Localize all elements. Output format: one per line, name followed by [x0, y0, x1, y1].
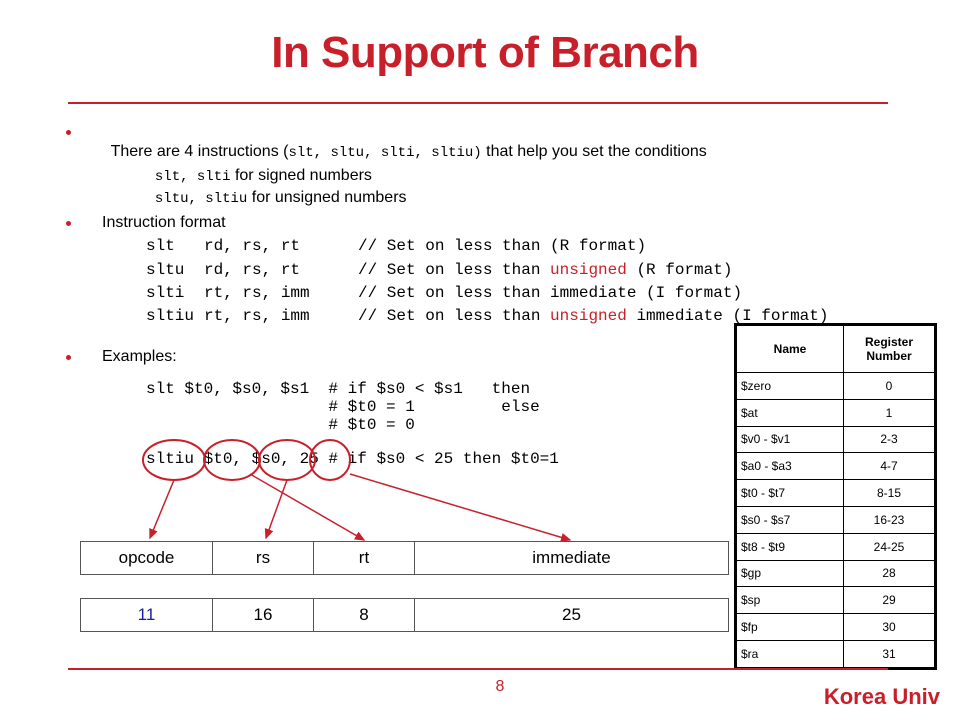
table-row	[737, 560, 935, 587]
register-name: $fp	[737, 614, 844, 641]
format-args: rt, rs, imm	[204, 284, 320, 302]
register-number: 30	[844, 614, 935, 641]
table-row	[737, 506, 935, 533]
register-name: $sp	[737, 587, 844, 614]
arrow-rt	[250, 474, 364, 540]
format-line	[146, 306, 828, 326]
field-immediate: immediate	[414, 541, 729, 575]
table-row	[737, 373, 935, 400]
register-name: $zero	[737, 373, 844, 400]
format-args: rd, rs, rt	[204, 237, 320, 255]
example-sltiu: sltiu $t0, $s0, 25 # if $s0 < 25 then $t0=1	[146, 450, 559, 468]
format-op: sltiu	[146, 307, 195, 325]
bullet-dot	[66, 221, 71, 226]
format-line	[146, 260, 732, 280]
unsigned-text: for unsigned numbers	[247, 189, 407, 206]
value-opcode: 11	[80, 598, 213, 632]
instruction-format-label: Instruction format	[102, 214, 226, 231]
signed-code: slt, slti	[154, 169, 231, 185]
field-opcode: opcode	[80, 541, 213, 575]
example-slt-line3: # $t0 = 0	[146, 416, 415, 434]
value-rs: 16	[212, 598, 314, 632]
register-number: 4-7	[844, 453, 935, 480]
register-table	[736, 325, 935, 668]
register-number: 2-3	[844, 426, 935, 453]
field-rt: rt	[313, 541, 415, 575]
table-row	[737, 614, 935, 641]
unsigned-line	[146, 168, 407, 209]
bullet1-suffix: that help you set the conditions	[481, 143, 707, 160]
table-row	[737, 480, 935, 507]
format-op: slti	[146, 284, 185, 302]
format-comment-end: immediate (I format)	[626, 307, 829, 325]
bullet1-code: slt, sltu, slti, sltiu)	[288, 145, 482, 161]
register-number: 16-23	[844, 506, 935, 533]
footer-rule	[68, 668, 888, 670]
format-args: rt, rs, imm	[204, 307, 320, 325]
slide-title: In Support of Branch	[271, 28, 699, 77]
value-rt: 8	[313, 598, 415, 632]
arrow-immediate	[350, 474, 570, 540]
table-row	[737, 453, 935, 480]
examples-label: Examples:	[102, 348, 177, 365]
unsigned-code: sltu, sltiu	[154, 191, 248, 207]
bullet-dot	[66, 355, 71, 360]
example-slt-line2: # $t0 = 1 else	[146, 398, 540, 416]
format-op: slt	[146, 237, 185, 255]
format-line	[146, 236, 646, 256]
format-comment-end: (R format)	[626, 261, 733, 279]
register-name: $t8 - $t9	[737, 533, 844, 560]
register-name: $t0 - $t7	[737, 480, 844, 507]
register-number: 24-25	[844, 533, 935, 560]
register-name: $ra	[737, 640, 844, 667]
footer-brand: Korea Univ	[823, 684, 940, 709]
table-row	[737, 426, 935, 453]
register-name: $s0 - $s7	[737, 506, 844, 533]
bullet-dot	[66, 130, 71, 135]
format-comment-end: (R format)	[550, 237, 647, 255]
register-number: 31	[844, 640, 935, 667]
format-red: unsigned	[550, 261, 627, 279]
table-row	[737, 533, 935, 560]
value-immediate: 25	[414, 598, 729, 632]
register-name: $v0 - $v1	[737, 426, 844, 453]
format-red: unsigned	[550, 307, 627, 325]
register-number: 28	[844, 560, 935, 587]
arrow-opcode	[150, 480, 174, 538]
register-number: 0	[844, 373, 935, 400]
format-comment: // Set on less than	[358, 237, 551, 255]
page-number: 8	[495, 678, 505, 695]
field-rs: rs	[212, 541, 314, 575]
format-args: rd, rs, rt	[204, 261, 320, 279]
title-underline	[68, 102, 888, 104]
arrow-rs	[266, 480, 287, 538]
register-name: $gp	[737, 560, 844, 587]
signed-text: for signed numbers	[230, 167, 372, 184]
table-header-name: Name	[737, 326, 844, 373]
register-number: 29	[844, 587, 935, 614]
register-name: $at	[737, 399, 844, 426]
bullet1-prefix: There are 4 instructions (	[110, 143, 289, 160]
register-name: $a0 - $a3	[737, 453, 844, 480]
table-row	[737, 399, 935, 426]
format-comment: // Set on less than	[358, 307, 551, 325]
format-comment: // Set on less than immediate (I format)	[358, 284, 743, 302]
register-number: 1	[844, 399, 935, 426]
example-slt-line1: slt $t0, $s0, $s1 # if $s0 < $s1 then	[146, 380, 531, 398]
format-line	[146, 283, 742, 303]
register-number: 8-15	[844, 480, 935, 507]
format-op: sltu	[146, 261, 185, 279]
table-row	[737, 640, 935, 667]
table-row	[737, 587, 935, 614]
format-comment: // Set on less than	[358, 261, 551, 279]
table-header-number: Register Number	[844, 326, 935, 373]
